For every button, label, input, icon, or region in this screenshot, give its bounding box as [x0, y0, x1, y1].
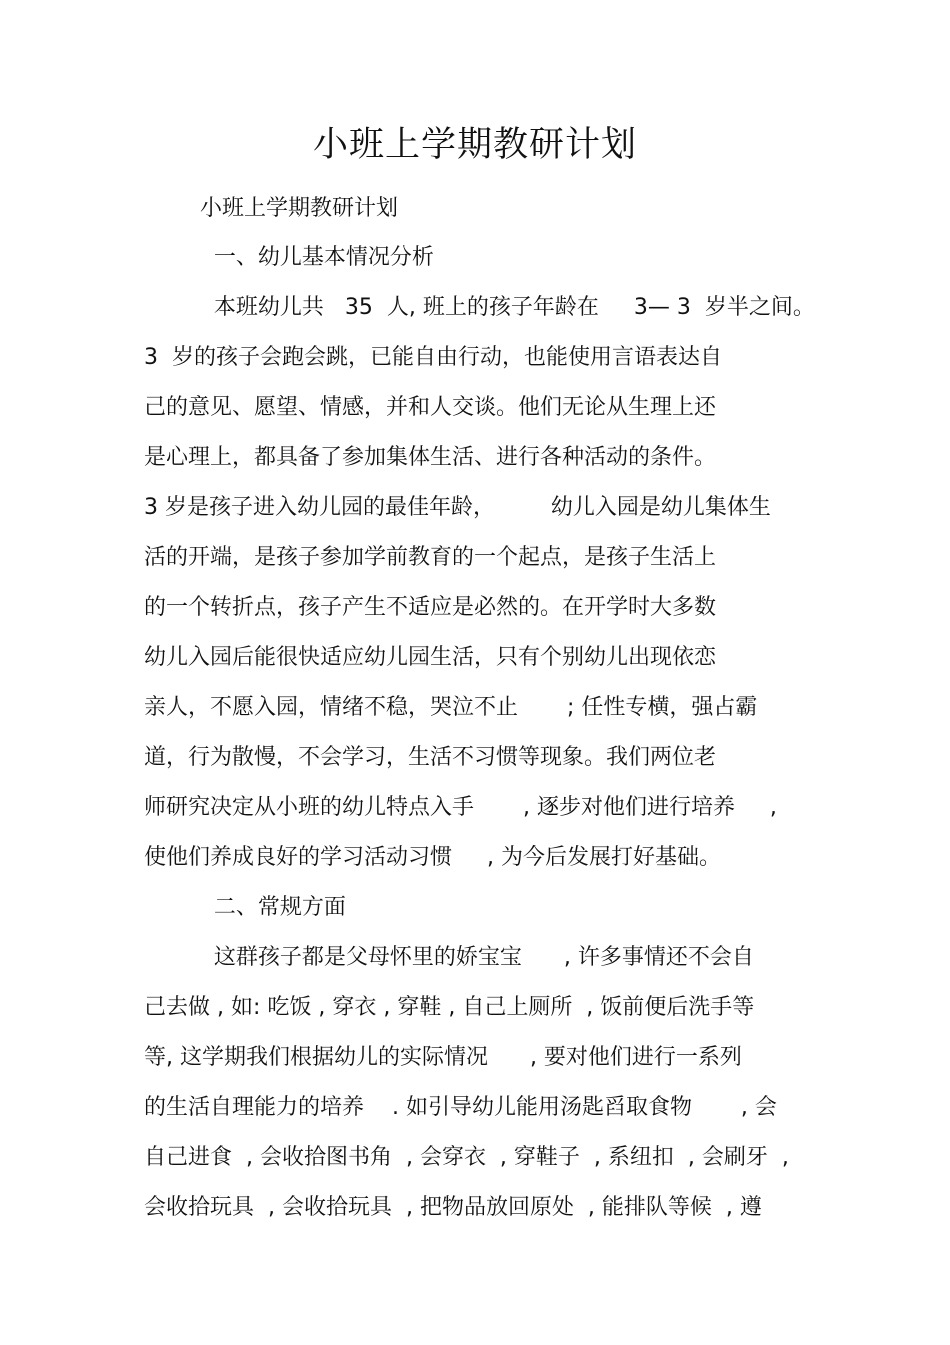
subtitle-line: 小班上学期教研计划 [144, 196, 398, 221]
paragraph-line: 亲人，不愿入园，情绪不稳，哭泣不止 ; 任性专横，强占霸 [144, 695, 758, 720]
paragraph-line: 是心理上，都具备了参加集体生活、进行各种活动的条件。 [144, 445, 717, 470]
paragraph-line: 己去做 , 如: 吃饭 , 穿衣 , 穿鞋 , 自己上厕所 , 饭前便后洗手等 [144, 995, 755, 1020]
paragraph-line: 活的开端，是孩子参加学前教育的一个起点，是孩子生活上 [144, 545, 717, 570]
paragraph-line: 等, 这学期我们根据幼儿的实际情况 , 要对他们进行一系列 [144, 1045, 742, 1070]
paragraph-line: 的生活自理能力的培养 . 如引导幼儿能用汤匙舀取食物 , 会 [144, 1095, 777, 1120]
section-heading: 二、常规方面 [144, 895, 346, 920]
paragraph-line: 幼儿入园后能很快适应幼儿园生活，只有个别幼儿出现依恋 [144, 645, 717, 670]
paragraph-line: 本班幼儿共 35 人, 班上的孩子年龄在 3— 3 岁半之间。 [144, 295, 815, 320]
paragraph-line: 这群孩子都是父母怀里的娇宝宝 , 许多事情还不会自 [144, 945, 754, 970]
paragraph-line: 使他们养成良好的学习活动习惯 , 为今后发展打好基础。 [144, 845, 721, 870]
paragraph-line: 己的意见、愿望、情感，并和人交谈。他们无论从生理上还 [144, 395, 717, 420]
page-title: 小班上学期教研计划 [312, 125, 637, 165]
paragraph-line: 自己进食 , 会收拾图书角 , 会穿衣 , 穿鞋子 , 系纽扣 , 会刷牙 , [144, 1145, 789, 1170]
paragraph-line: 会收拾玩具 , 会收拾玩具 , 把物品放回原处 , 能排队等候 , 遵 [144, 1195, 762, 1220]
paragraph-line: 3 岁的孩子会跑会跳，已能自由行动，也能使用言语表达自 [144, 345, 722, 370]
paragraph-line: 师研究决定从小班的幼儿特点入手 , 逐步对他们进行培养 , [144, 795, 777, 820]
paragraph-line: 3 岁是孩子进入幼儿园的最佳年龄， 幼儿入园是幼儿集体生 [144, 495, 771, 520]
section-heading: 一、幼儿基本情况分析 [144, 245, 434, 270]
paragraph-line: 道，行为散慢，不会学习，生活不习惯等现象。我们两位老 [144, 745, 717, 770]
paragraph-line: 的一个转折点，孩子产生不适应是必然的。在开学时大多数 [144, 595, 717, 620]
